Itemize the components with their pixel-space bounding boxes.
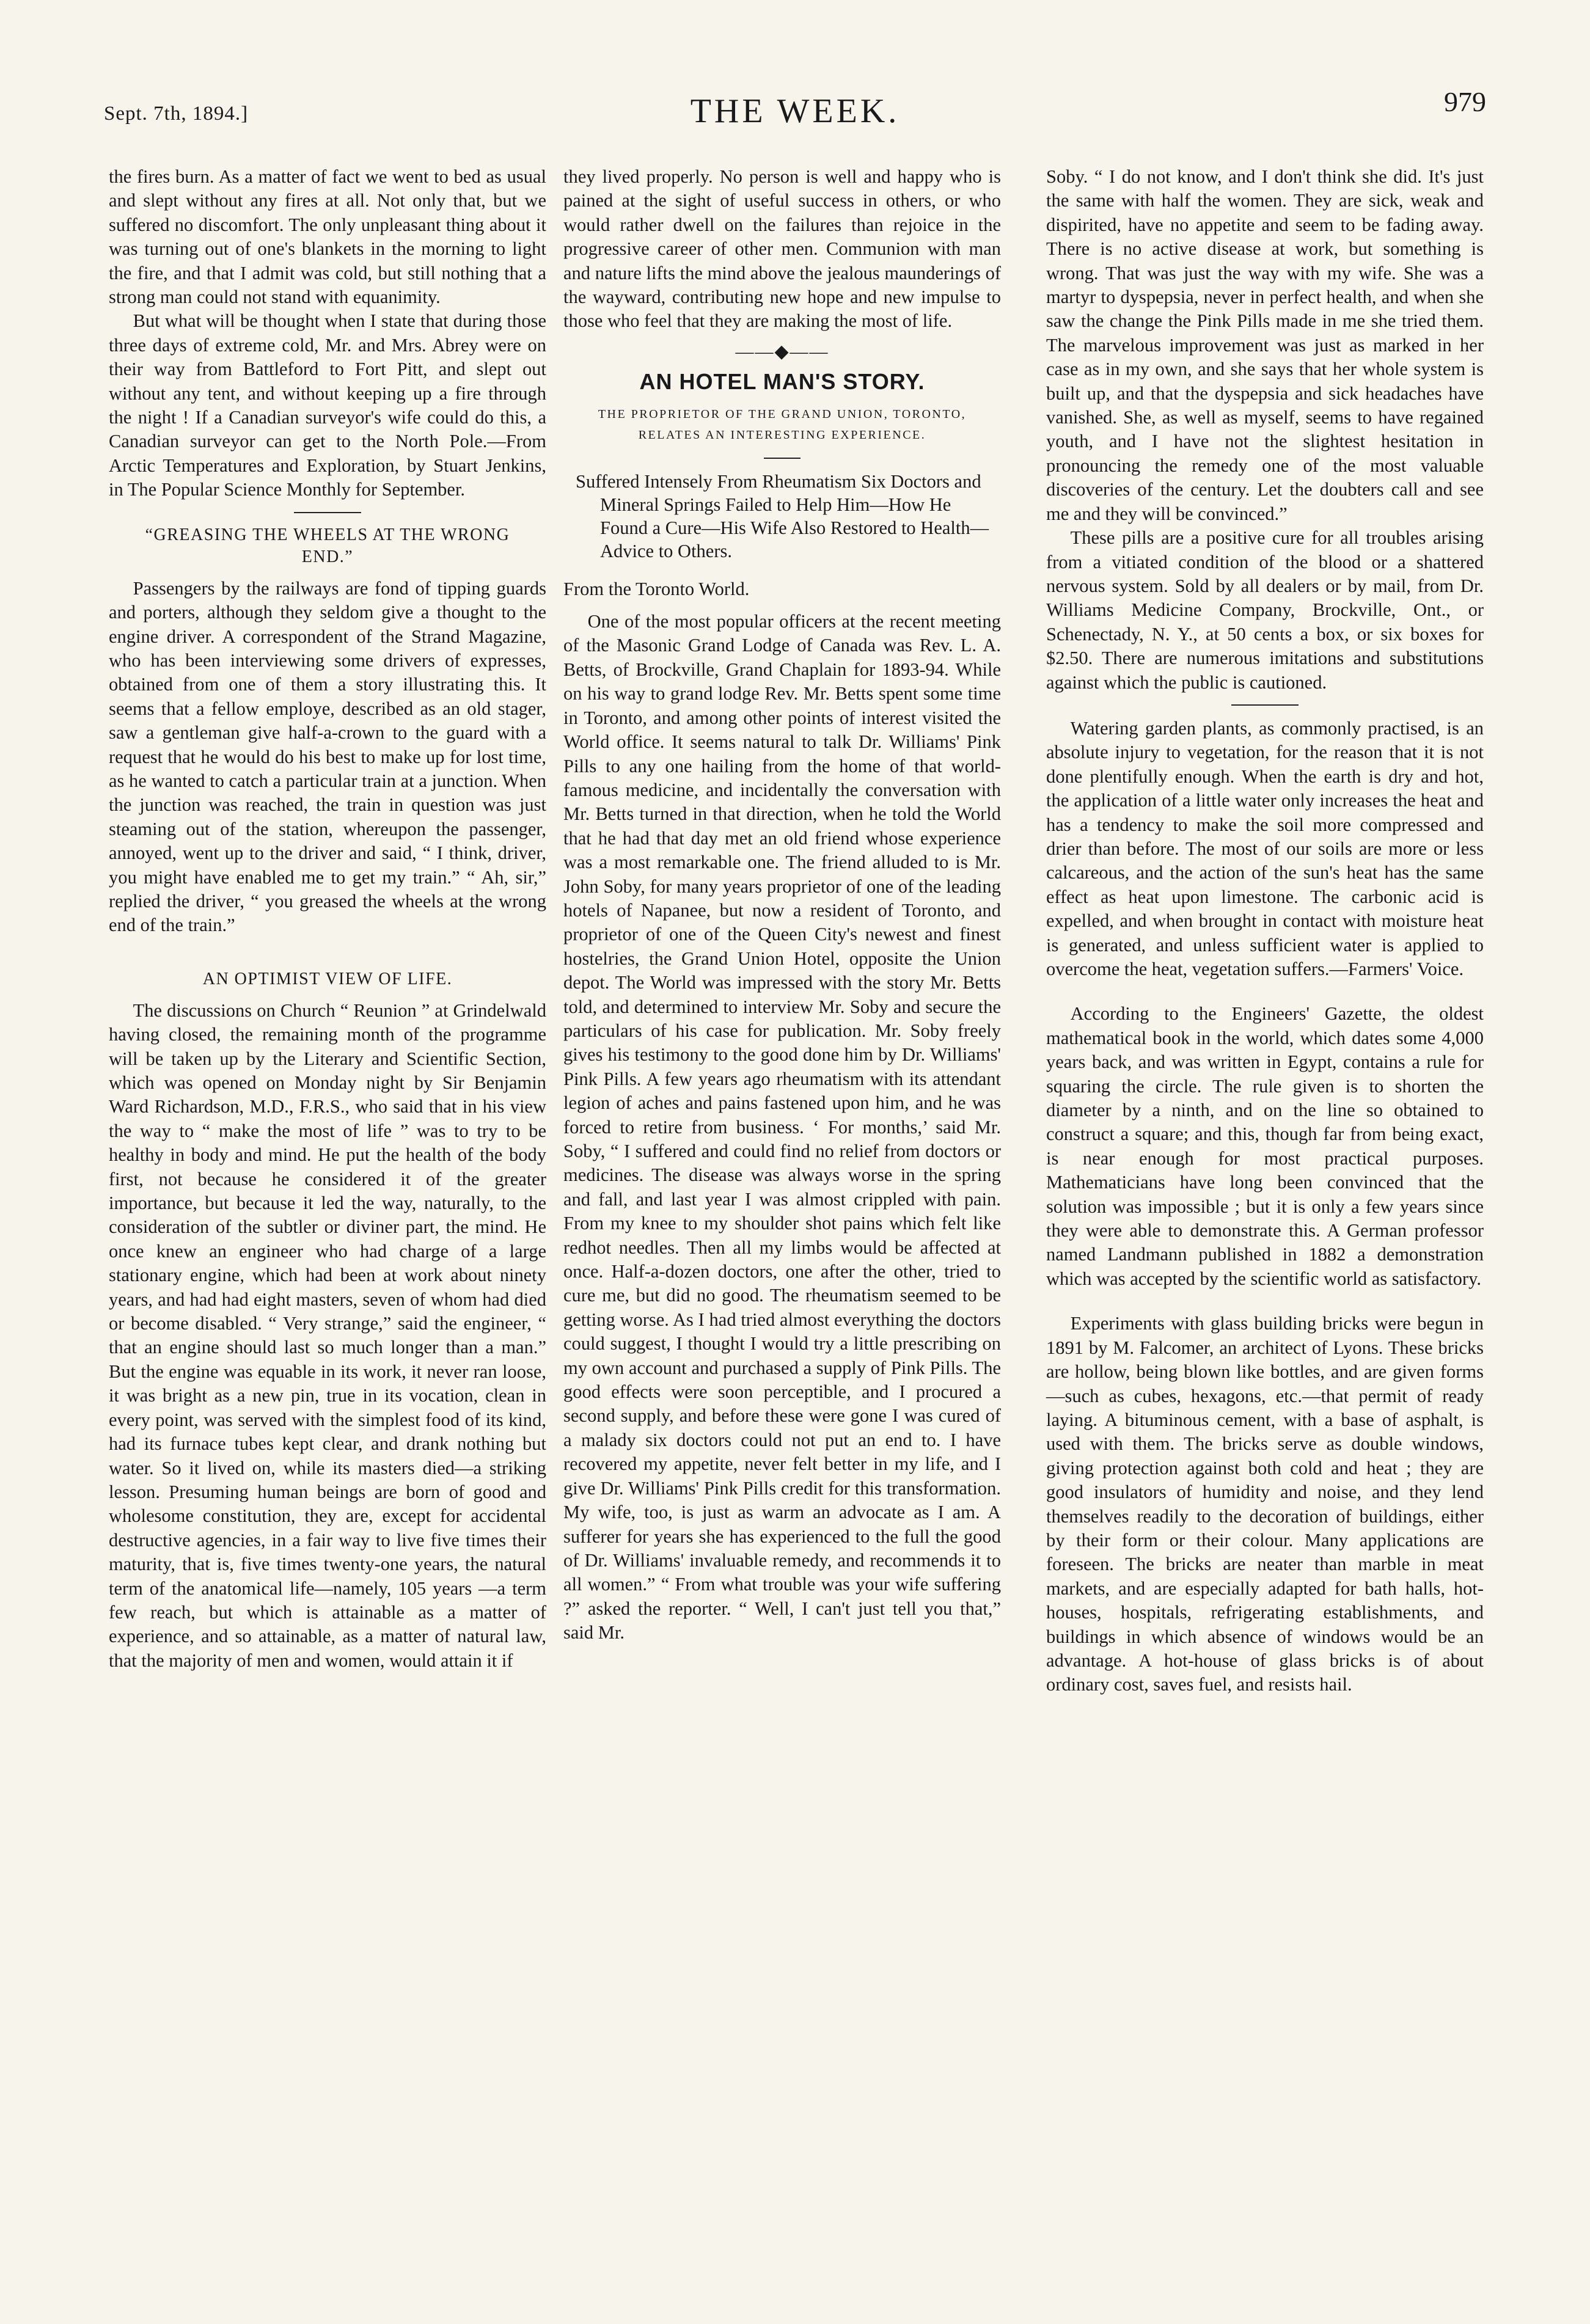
section-divider bbox=[764, 458, 800, 459]
optimist-view-heading: AN OPTIMIST VIEW OF LIFE. bbox=[202, 969, 453, 988]
arctic-paragraph-1: the fires burn. As a matter of fact we went to bed as usual and slept without any fires at all. Not only that, but we suffered no discomfort. The only unpleasant thing about it was turning out of one's blankets in the morning to light the fire, and that I admit was cold, but still nothing that a strong man could not stand with equanimity. bbox=[109, 166, 546, 308]
hotel-story-deck: Suffered Intensely From Rheumatism Six Doctors and Mineral Springs Failed to Help Him—How He Found a Cure—His Wife Also Restored to Health—Advice to Others. bbox=[576, 470, 989, 561]
column-2 bbox=[563, 165, 1001, 1645]
pink-pills-paragraph: These pills are a positive cure for all troubles arising from a vitiated condition of the blood or a shattered nervous system. Sold by all dealers or by mail, from Dr. Williams Medicine Company, Brockville, Ont., or Schenectady, N. Y., at 50 cents a box, or six boxes for $2.50. There are numerous imitations and substitutions against which the public is cautioned. bbox=[1046, 527, 1484, 693]
optimist-view-paragraph: The discussions on Church “ Reunion ” at Grindelwald having closed, the remaining month of the programme will be taken up by the Literary and Scientific Section, which was opened on Monday night by Sir Benjamin Ward Richardson, M.D., F.R.S., who said that in his view the way to “ make the most of life ” was to try to be healthy in body and mind. He put the health of the body first, not because he considered it of the greater importance, but because it led the way, naturally, to the consideration of the subtler or diviner part, the mind. He once knew an engineer who had charge of a large stationary engine, which had been at work about ninety years, and had had eight masters, seven of whom had died or become disabled. “ Very strange,” said the engineer, “ that an engine should last so much longer than a man.” But the engine was equable in its work, it never ran loose, it was bright as a new pin, true in its vocation, clean in every point, was served with the simplest food of its kind, had its furnace tubes kept clear, and drank nothing but water. So it lived on, while its masters died—a striking lesson. Presuming human beings are born of good and wholesome constitution, they are, except for accidental destructive agencies, in a fair way to live five times their maturity, that is, five times twenty-one years, the natural term of the anatomical life—namely, 105 years —a term few reach, but which is attainable as a matter of experience, and so attainable, as a matter of natural law, that the majority of men and women, would attain it if bbox=[109, 999, 546, 1671]
section-ornament: ——◆—— bbox=[735, 341, 829, 362]
page-number: 979 bbox=[1444, 86, 1486, 117]
masthead-title: THE WEEK. bbox=[690, 92, 900, 130]
greasing-wheels-heading: “GREASING THE WHEELS AT THE WRONG END.” bbox=[145, 525, 510, 566]
oldest-math-book-paragraph: According to the Engineers' Gazette, the oldest mathematical book in the world, which dates some 4,000 years back, and was written in Egypt, contains a rule for squaring the circle. The rule given is to shorten the diameter by a ninth, and on the line so obtained to construct a square; and this, though far from being exact, is near enough for most practical purposes. Mathematicians have long been convinced that the solution was impossible ; but it is only a few years since they were able to demonstrate this. A German professor named Landmann published in 1882 a demonstration which was accepted by the scientific world as satisfactory. bbox=[1046, 1003, 1484, 1289]
issue-date: Sept. 7th, 1894.] bbox=[104, 103, 249, 125]
hotel-story-subheading: THE PROPRIETOR OF THE GRAND UNION, TORONTO, RELATES AN INTERESTING EXPERIENCE. bbox=[598, 407, 967, 442]
optimist-continued-paragraph: they lived properly. No person is well and happy who is pained at the sight of useful success in others, or who would rather dwell on the failures than rejoice in the progressive career of other men. Communion with man and nature lifts the mind above the jealous maunderings of the wayward, contributing new hope and new impulse to those who feel that they are making the most of life. bbox=[563, 166, 1001, 332]
greasing-wheels-paragraph: Passengers by the railways are fond of tipping guards and porters, although they seldom give a thought to the engine driver. A correspondent of the Strand Magazine, who has been interviewing some drivers of expresses, obtained from one of them a story illustrating this. It seems that a fellow employe, described as an old stager, saw a gentleman give half-a-crown to the guard with a request that he would do his best to make up for lost time, as he wanted to catch a particular train at a junction. When the junction was reached, the train in question was just steaming out of the station, whereupon the passenger, annoyed, went up to the driver and said, “ I think, driver, you might have enabled me to get my train.” “ Ah, sir,” replied the driver, “ you greased the wheels at the wrong end of the train.” bbox=[109, 577, 546, 936]
watering-plants-paragraph: Watering garden plants, as commonly practised, is an absolute injury to vegetation, for the reason that it is not done plentifully enough. When the earth is dry and hot, the application of a little water only increases the heat and has a tendency to make the soil more compressed and drier than before. The most of our soils are more or less calcareous, and the action of the sun's heat has the same effect as heat upon limestone. The carbonic acid is expelled, and when brought in contact with moisture heat is generated, and unless sufficient water is applied to overcome the heat, vegetation suffers.—Farmers' Voice. bbox=[1046, 717, 1484, 979]
arctic-paragraph-2: But what will be thought when I state that during those three days of extreme cold, Mr. and Mrs. Abrey were on their way from Battleford to Fort Pitt, and slept out without any tent, and without keeping up a fire through the night ! If a Canadian surveyor's wife could do this, a Canadian surveyor can get to the North Pole.—From Arctic Temperatures and Exploration, by Stuart Jenkins, in The Popular Science Monthly for September. bbox=[109, 310, 546, 500]
hotel-story-heading: AN HOTEL MAN'S STORY. bbox=[639, 369, 925, 395]
section-divider bbox=[1231, 704, 1299, 706]
section-divider bbox=[294, 512, 361, 513]
hotel-story-continued: Soby. “ I do not know, and I don't think she did. It's just the same with half the women. They are sick, weak and dispirited, have no appetite and seem to be fading away. There is no active disease at work, but something is wrong. That was just the way with my wife. She was a martyr to dyspepsia, never in perfect health, and when she saw the change the Pink Pills made in me she tried them. The marvelous improvement was just as marked in her case as in my own, and she says that her whole system is built up, and that the dyspepsia and sick headaches have vanished. She, as well as myself, seems to have regained youth, and I have not the slightest hesitation in pronouncing the remedy one of the most valuable discoveries of the century. Let the doubters call and see me and they will be convinced.” bbox=[1046, 166, 1484, 524]
page-header bbox=[104, 79, 1486, 128]
hotel-story-paragraph: One of the most popular officers at the recent meeting of the Masonic Grand Lodge of Canada was Rev. L. A. Betts, of Brockville, Grand Chaplain for 1893-94. While on his way to grand lodge Rev. Mr. Betts spent some time in Toronto, and among other points of interest visited the World office. It seems natural to talk Dr. Williams' Pink Pills to any one hailing from the home of that world-famous medicine, and incidentally the conversation with Mr. Betts turned in that direction, when he told the World that he had that day met an old friend whose experience was a most remarkable one. The friend alluded to is Mr. John Soby, for many years proprietor of one of the leading hotels of Napanee, but now a resident of Toronto, and proprietor of one of the Queen City's newest and finest hostelries, the Grand Union Hotel, opposite the Union depot. The World was impressed with the story Mr. Betts told, and determined to interview Mr. Soby and secure the particulars of his case for publication. Mr. Soby freely gives his testimony to the good done him by Dr. Williams' Pink Pills. A few years ago rheumatism with its attendant legion of aches and pains fastened upon him, and he was forced to retire from business. ‘ For months,’ said Mr. Soby, “ I suffered and could find no relief from doctors or medicines. The disease was always worse in the spring and fall, and last year I was almost crippled with pain. From my knee to my shoulder shot pains which felt like redhot needles. Then all my limbs would be affected at once. Half-a-dozen doctors, one after the other, tried to cure me, but did no good. The rheumatism seemed to be getting worse. As I had tried almost everything the doctors could suggest, I thought I would try a little prescribing on my own account and purchased a supply of Pink Pills. The good effects were soon perceptible, and I procured a second supply, and before these were gone I was cured of a malady six doctors could not put an end to. I have recovered my appetite, never felt better in my life, and I give Dr. Williams' Pink Pills credit for this transformation. My wife, too, is just as warm an advocate as I am. A sufferer for years she has experienced to the full the good of Dr. Williams' invaluable remedy, and recommends it to all women.” “ From what trouble was your wife suffering ?” asked the reporter. “ Well, I can't just tell you that,” said Mr. bbox=[563, 611, 1001, 1643]
column-3 bbox=[1046, 165, 1484, 1697]
hotel-story-source: From the Toronto World. bbox=[563, 578, 750, 599]
column-1 bbox=[109, 165, 546, 1673]
glass-bricks-paragraph: Experiments with glass building bricks were begun in 1891 by M. Falcomer, an architect of Lyons. These bricks are hollow, being blown like bottles, and are given forms—such as cubes, hexagons, etc.—that permit of ready laying. A bituminous cement, with a base of asphalt, is used with them. The bricks serve as double windows, giving protection against both cold and heat ; they are good insulators of humidity and noise, and they lend themselves readily to the decoration of buildings, either by their form or their colour. Many applications are foreseen. The bricks are neater than marble in meat markets, and are especially adapted for bath halls, hot-houses, hospitals, refrigerating establishments, and buildings in which absence of windows would be an advantage. A hot-house of glass bricks is of about ordinary cost, saves fuel, and resists hail. bbox=[1046, 1313, 1484, 1695]
